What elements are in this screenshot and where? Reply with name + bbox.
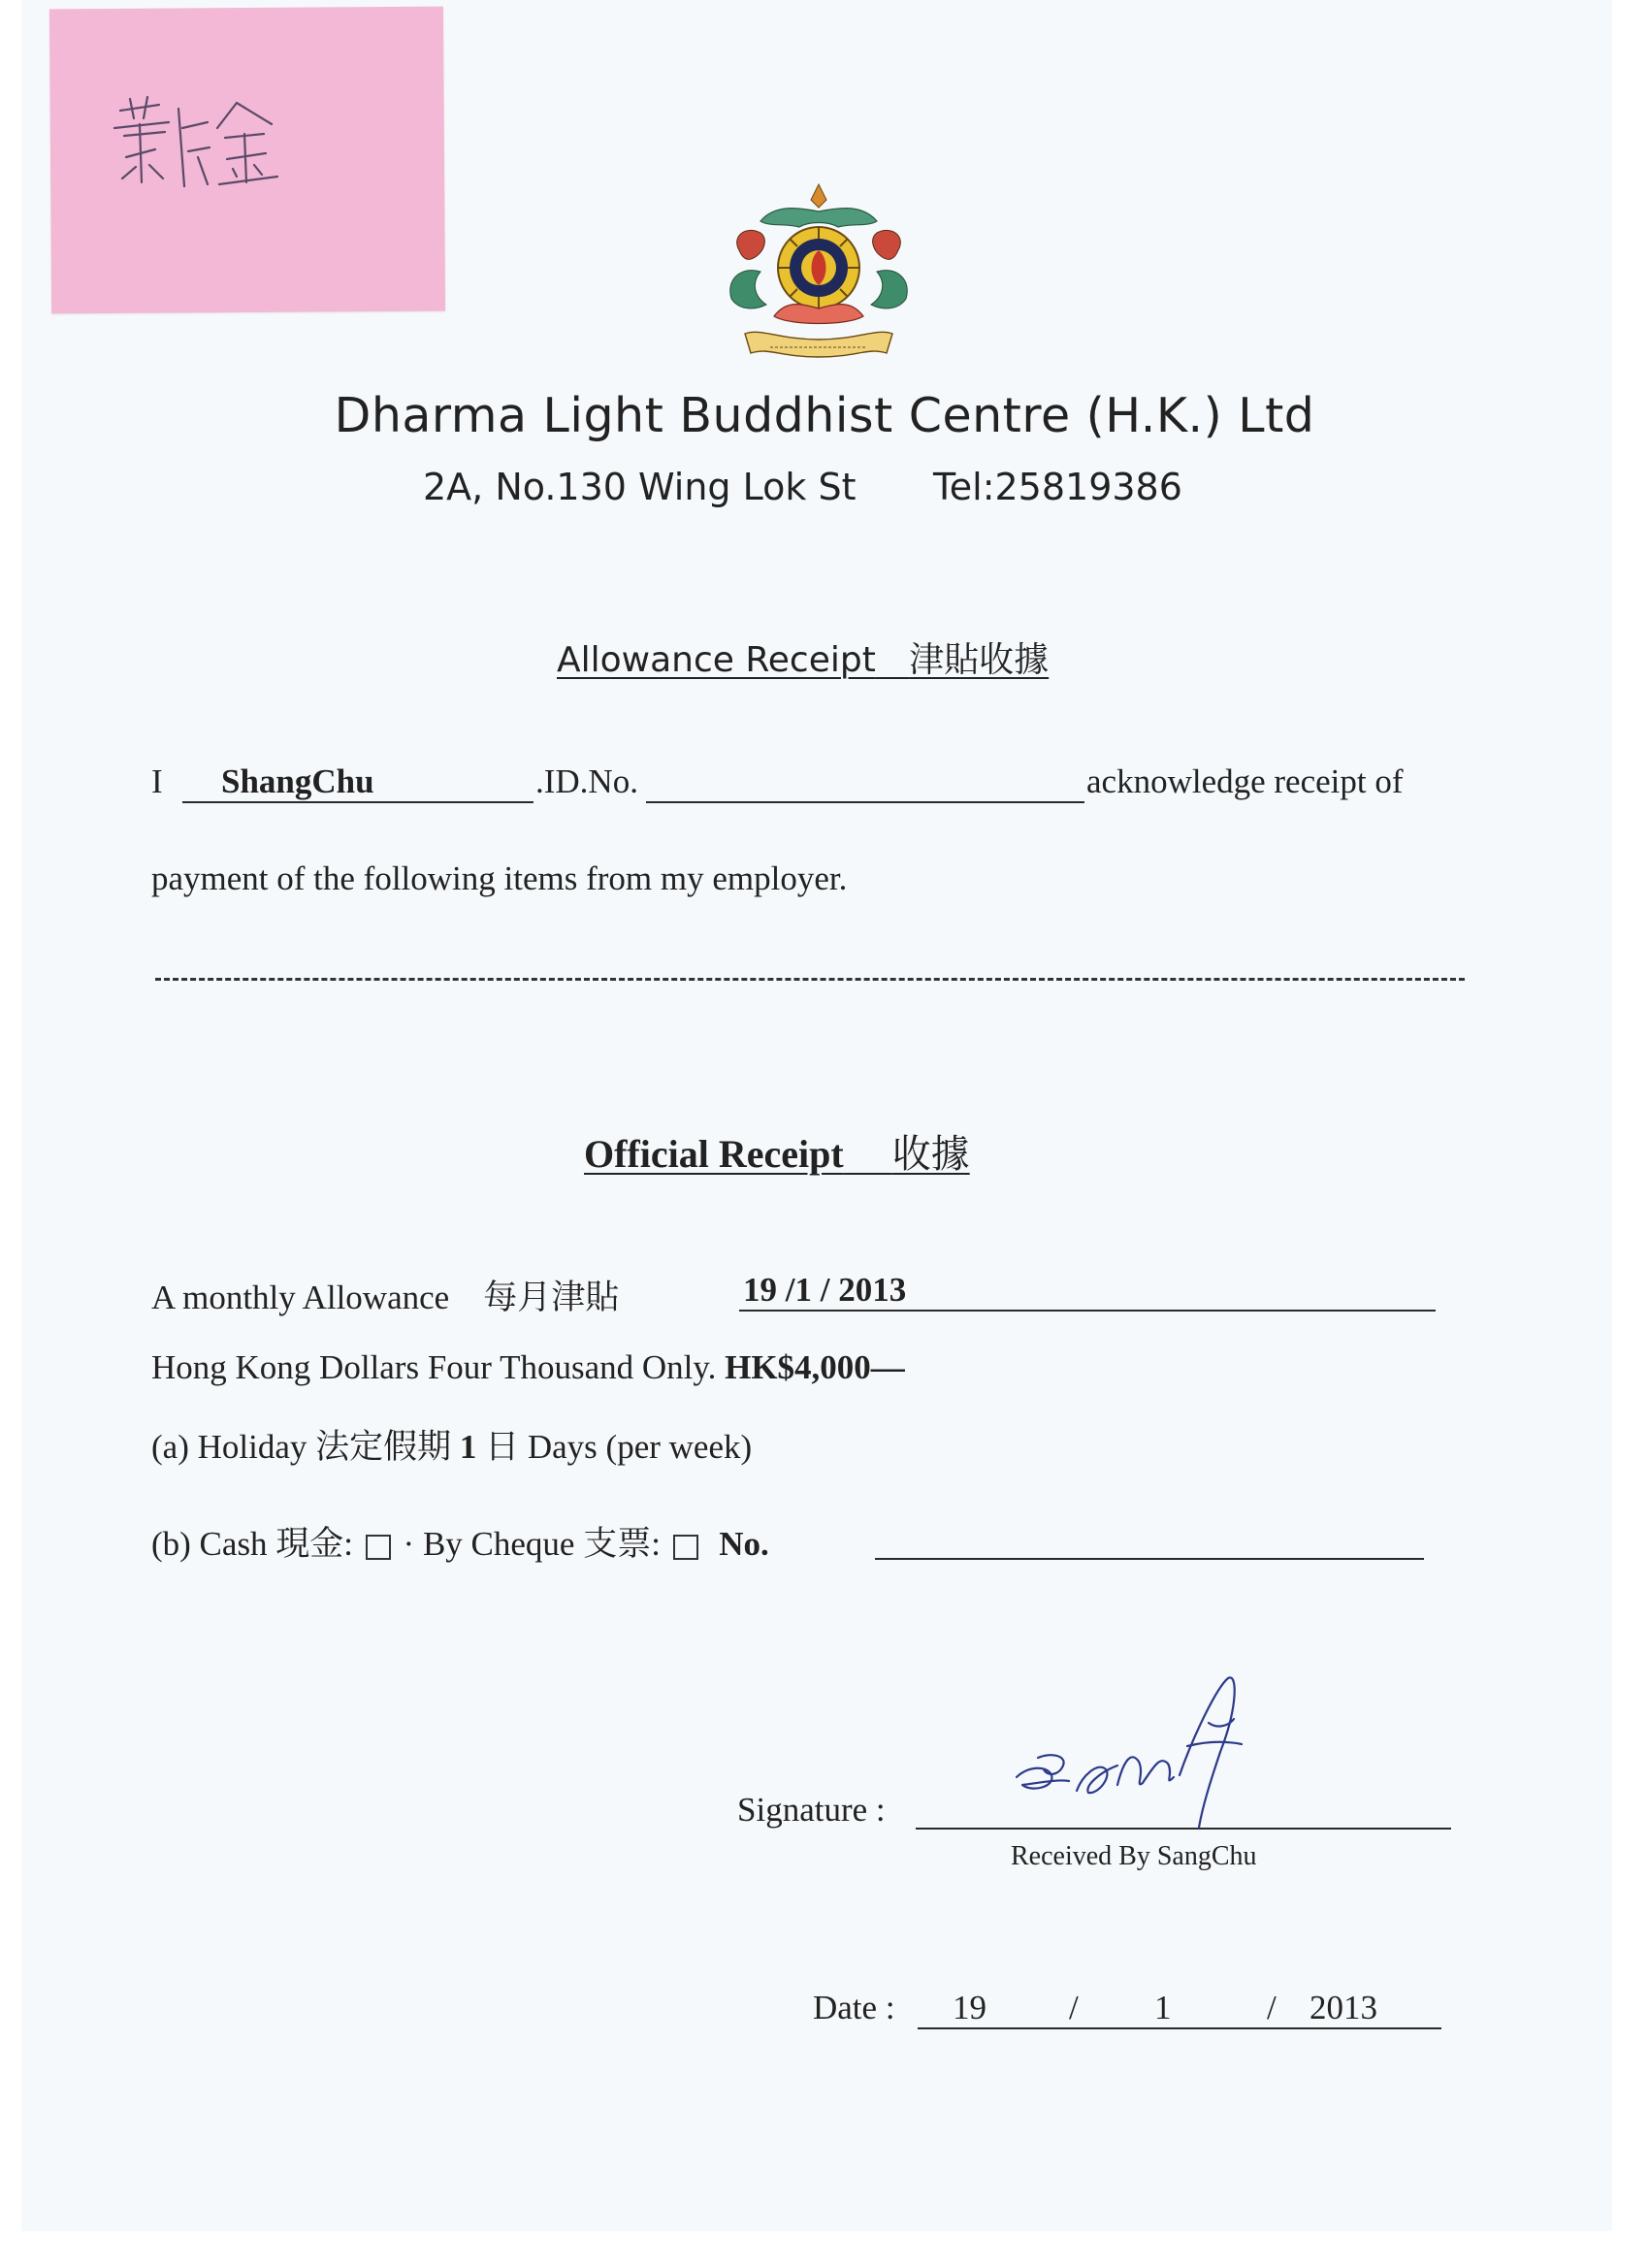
recipient-name: ShangChu <box>221 762 374 800</box>
allowance-receipt-title <box>557 632 1049 682</box>
monthly-allowance-label-en: A monthly Allowance <box>151 1279 450 1316</box>
date-month: 1 <box>1154 1989 1172 2026</box>
buddhist-emblem-logo <box>722 182 916 371</box>
organization-address: 2A, No.130 Wing Lok St <box>423 466 857 508</box>
recipient-name-underline <box>182 801 534 803</box>
date-separator-1: / <box>1069 1989 1079 2026</box>
cash-checkbox[interactable] <box>366 1535 391 1560</box>
date-label: Date : <box>813 1989 895 2026</box>
monthly-allowance-label-zh: 每月津貼 <box>483 1279 620 1316</box>
holiday-row <box>151 1420 752 1469</box>
cash-label: (b) Cash 現金: <box>151 1525 354 1563</box>
holiday-prefix: (a) Holiday 法定假期 <box>151 1428 452 1466</box>
cheque-checkbox[interactable] <box>673 1535 698 1560</box>
date-separator-2: / <box>1267 1989 1277 2026</box>
allowance-date-underline <box>739 1310 1436 1312</box>
signature-icon <box>1009 1669 1261 1843</box>
organization-telephone: Tel:25819386 <box>933 466 1182 508</box>
holiday-suffix: 日 Days (per week) <box>485 1428 753 1466</box>
amount-row <box>151 1348 905 1387</box>
official-receipt-title-zh: 收據 <box>891 1132 970 1176</box>
payment-method-row <box>151 1517 769 1566</box>
cheque-number-label: No. <box>719 1525 769 1563</box>
organization-name: Dharma Light Buddhist Centre (H.K.) Ltd <box>334 388 1315 443</box>
received-by: Received By SangChu <box>1011 1841 1257 1871</box>
allowance-receipt-title-zh: 津貼收據 <box>909 640 1050 680</box>
allowance-date: 19 /1 / 2013 <box>743 1271 907 1309</box>
date-year: 2013 <box>1310 1989 1377 2026</box>
amount-value: HK$4,000— <box>725 1348 905 1386</box>
cheque-number-field <box>875 1558 1424 1560</box>
holiday-days: 1 <box>459 1428 477 1466</box>
id-number-field <box>646 801 1084 803</box>
handwritten-signature <box>1009 1669 1261 1843</box>
payment-text: payment of the following items from my employer. <box>151 859 848 897</box>
acknowledge-text: acknowledge receipt of <box>1086 762 1404 800</box>
amount-text: Hong Kong Dollars Four Thousand Only. <box>151 1348 717 1386</box>
official-receipt-title-en: Official Receipt <box>584 1132 844 1176</box>
section-divider <box>155 978 1465 981</box>
monthly-allowance-label <box>151 1271 619 1319</box>
date-day: 19 <box>953 1989 986 2026</box>
cheque-label: · By Cheque 支票: <box>403 1525 661 1563</box>
emblem-icon <box>722 182 916 371</box>
receipt-prefix: I <box>151 762 163 800</box>
id-number-label: .ID.No. <box>535 762 638 800</box>
official-receipt-title <box>584 1123 970 1179</box>
handwriting-icon <box>101 89 314 206</box>
date-line <box>918 2027 1441 2029</box>
sticky-note-handwriting <box>101 89 314 206</box>
signature-label: Signature : <box>737 1791 886 1829</box>
allowance-receipt-title-en: Allowance Receipt <box>557 640 876 680</box>
